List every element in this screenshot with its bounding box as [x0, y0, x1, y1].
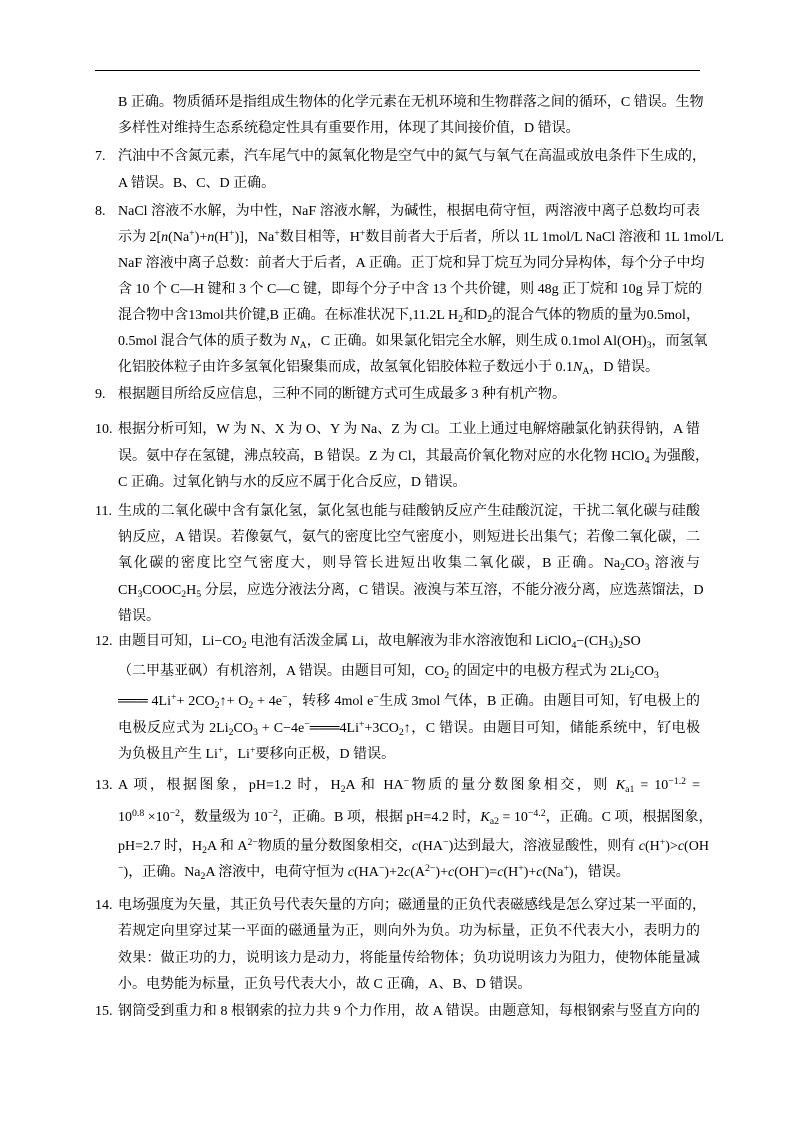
text-run: SO [622, 634, 641, 649]
subscript: 2 [340, 783, 346, 795]
italic-symbol: c [347, 865, 354, 880]
text-run: 若规定向里穿过某一平面的磁通量为正，则向外为负。功为标量，正负不代表大小，表明力的 [118, 924, 700, 939]
item-number: 7. [95, 149, 106, 164]
text-line [118, 384, 700, 406]
text-line [118, 201, 700, 223]
text-run: 分层，应选分液法分离，C 错误。液溴与苯互溶，不能分液分离，应选蒸馏法，D [201, 583, 704, 598]
subscript: 2 [200, 870, 206, 882]
text-run: = 10 [634, 778, 669, 793]
subscript: A [582, 365, 590, 377]
text-run: ═══4Li [309, 721, 359, 736]
text-run: COOC [142, 583, 182, 598]
text-line [118, 580, 704, 602]
subscript: 3 [608, 639, 614, 651]
superscript: 2− [424, 863, 436, 875]
subscript: 2 [444, 669, 450, 681]
text-line [118, 357, 700, 379]
subscript: 2 [458, 313, 464, 325]
text-run: 多样性对维持生态系统稳定性具有重要作用，体现了其间接价值，D 错误。 [118, 121, 580, 136]
superscript: − [479, 863, 485, 875]
superscript: + [274, 228, 280, 240]
text-line [118, 146, 706, 168]
text-run: (OH [684, 839, 709, 854]
subscript: 2 [629, 669, 635, 681]
superscript: + [189, 228, 195, 240]
text-run: )]，Na [234, 230, 275, 245]
text-run: ，Li [223, 747, 250, 762]
subscript: 2 [487, 313, 493, 325]
text-run: 钠反应，A 错误。若像氨气，氨气的密度比空气密度小，则短进长出集气；若像二氧化碳，二 [118, 530, 700, 545]
text-line [118, 92, 704, 114]
item-number: 12. [95, 634, 113, 649]
subscript: 4 [644, 454, 650, 466]
text-run: )，错误。 [569, 865, 630, 880]
text-line [118, 472, 700, 494]
text-run: ↑+ O [219, 694, 249, 709]
text-run: C 正确。过氧化钠与水的反应不属于化合反应，D 错误。 [118, 475, 467, 490]
subscript: 2 [228, 726, 234, 738]
subscript: 2 [620, 561, 626, 573]
text-run: 含 10 个 C—H 键和 3 个 C—C 键，即每个分子中含 13 个共价键，则 48g 正丁烷和 10g 异丁烷的 [118, 282, 703, 297]
text-run: + C−4e [257, 721, 305, 736]
text-run: 根据题目所给反应信息，三种不同的断键方式可生成最多 3 种有机产物。 [118, 387, 566, 402]
superscript: −2 [169, 808, 181, 820]
text-run: )达到最大，溶液显酸性，则有 [448, 839, 639, 854]
text-run: +3CO [364, 721, 399, 736]
text-line [118, 118, 700, 140]
italic-symbol: n [161, 230, 169, 245]
text-line [118, 305, 700, 327]
text-run: (Na [542, 865, 564, 880]
header-rule [95, 70, 700, 71]
italic-symbol: c [411, 839, 419, 854]
text-run: 由题目可知，Li−CO [118, 634, 242, 649]
text-run: ↑，C 错误。由题目可知，储能系统中，钌电极 [403, 721, 701, 736]
superscript: + [217, 745, 224, 757]
text-line [118, 974, 700, 996]
subscript: 2 [398, 726, 404, 738]
text-run: H [186, 583, 197, 598]
text-run: 化铝胶体粒子由许多氢氧化铝聚集而成，故氢氧化铝胶体粒子数远小于 0.1 [118, 360, 573, 375]
text-line [118, 1001, 700, 1023]
text-run: ，转移 4mol e [287, 694, 374, 709]
text-run: 氧化碳的密度比空气密度大，则导管长进短出收集二氧化碳，B 正确。Na [118, 556, 621, 571]
italic-symbol: c [536, 865, 543, 880]
italic-symbol: n [207, 230, 215, 245]
text-line [118, 419, 700, 441]
subscript: 2 [181, 588, 187, 600]
text-run: )= [484, 865, 498, 880]
text-line [118, 553, 700, 575]
text-run: （二甲基亚砜）有机溶剂，A 错误。由题目可知，CO [118, 664, 445, 679]
text-run: 数目前者大于后者，所以 1L 1mol/L NaCl 溶液和 1L 1mol/L [365, 230, 724, 245]
text-line [118, 862, 700, 884]
text-run: )> [665, 839, 678, 854]
superscript: − [403, 776, 410, 788]
text-line [118, 279, 703, 301]
text-run: 错误。 [118, 609, 160, 624]
text-run: 的混合气体的物质的量为0.5mol， [492, 308, 700, 323]
text-run: 溶液与 [649, 556, 700, 571]
superscript: − [373, 692, 379, 704]
text-run: 汽油中不含氮元素，汽车尾气中的氮氧化物是空气中的氮气与氧气在高温或放电条件下生成的， [118, 149, 706, 164]
superscript: + [359, 228, 366, 240]
text-run: + 4e [253, 694, 282, 709]
text-run: NaCl 溶液不水解，为中性，NaF 溶液水解，为碱性，根据电荷守恒，两溶液中离子总数均可表 [118, 204, 700, 219]
text-run: NaF 溶液中离子总数：前者大于后者，A 正确。正丁烷和异丁烷互为同分异构体，每个分子中均 [118, 256, 705, 271]
text-run: (Na [168, 230, 190, 245]
text-run: A 项，根据图象，pH=1.2 时，H [118, 778, 341, 793]
superscript: − [443, 837, 449, 849]
superscript: + [229, 228, 235, 240]
subscript: 2 [617, 639, 623, 651]
text-line [118, 775, 700, 797]
item-number: 11. [95, 504, 112, 519]
italic-symbol: c [403, 865, 411, 880]
text-run: ，而氢氧 [651, 334, 708, 349]
italic-symbol: K [615, 778, 626, 793]
superscript: + [171, 692, 177, 704]
superscript: 2− [247, 837, 258, 849]
text-run: CH [118, 583, 138, 598]
text-run: )+ [523, 865, 537, 880]
text-run: ，正确。B 项，根据 pH=4.2 时， [278, 810, 481, 825]
subscript: 2 [202, 844, 208, 856]
text-run: 电池有活泼金属 Li，故电解液为非水溶液饱和 LiClO [246, 634, 572, 649]
item-number: 15. [95, 1004, 113, 1019]
text-run: pH=2.7 时，H [118, 839, 203, 854]
text-run: 钢筒受到重力和 8 根钢索的拉力共 9 个力作用，故 A 错误。由题意知，每根钢索与竖直方向的 [118, 1004, 700, 1019]
text-line [118, 631, 700, 653]
subscript: 3 [644, 561, 650, 573]
text-line [118, 836, 709, 858]
text-run: 和D [463, 308, 488, 323]
text-run: (HA [418, 839, 444, 854]
subscript: a2 [489, 815, 499, 827]
text-run: )，正确。Na [123, 865, 201, 880]
text-line [118, 331, 708, 353]
text-run: 电场强度为矢量，其正负号代表矢量的方向；磁通量的正负代表磁感线是怎么穿过某一平面的， [118, 898, 706, 913]
text-run: (H [503, 865, 519, 880]
superscript: −2 [267, 808, 279, 820]
text-run: 的固定中的电极方程式为 2Li [449, 664, 630, 679]
item-number: 13. [95, 778, 113, 793]
text-run: )+2 [384, 865, 404, 880]
subscript: 3 [137, 588, 143, 600]
text-run: )+ [194, 230, 208, 245]
text-run: 生成的二氧化碳中含有氯化氢，氯化氢也能与硅酸钠反应产生硅酸沉淀，干扰二氧化碳与硅酸 [118, 504, 700, 519]
superscript: − [378, 863, 385, 875]
text-run: 10 [118, 810, 132, 825]
item-number: 14. [95, 898, 113, 913]
text-run: 要移向正极，D 错误。 [255, 747, 396, 762]
text-run: 为负极且产生 Li [118, 747, 218, 762]
text-line [118, 718, 700, 740]
text-line [118, 921, 700, 943]
text-run: 数目相等，H [279, 230, 360, 245]
subscript: 2 [241, 639, 247, 651]
subscript: 3 [646, 339, 652, 351]
text-run: (OH [454, 865, 480, 880]
text-line [118, 744, 700, 766]
text-run: CO [233, 721, 253, 736]
superscript: + [518, 863, 524, 875]
text-run: B 正确。物质循环是指组成生物体的化学元素在无机环境和生物群落之间的循环，C 错误。生物 [118, 95, 704, 110]
item-number: 9. [95, 387, 106, 402]
text-run: 电极反应式为 2Li [118, 721, 229, 736]
text-run: 效果：做正功的力，说明该力是动力，将能量传给物体；负功说明该力为阻力，使物体能量减 [118, 951, 700, 966]
text-run: CO [634, 664, 655, 679]
subscript: 3 [654, 669, 659, 681]
text-run: 生成 3mol 气体，B 正确。由题目可知，钌电极上的 [378, 694, 700, 709]
item-number: 8. [95, 204, 106, 219]
text-line [118, 501, 700, 523]
text-line [118, 227, 724, 249]
superscript: + [249, 745, 256, 757]
subscript: 4 [571, 639, 577, 651]
superscript: −4.2 [527, 808, 546, 820]
text-run: A 和 HA [345, 778, 404, 793]
superscript: − [304, 719, 310, 731]
text-run: ，C 正确。如果氯化铝完全水解，则生成 0.1mol Al(OH) [306, 334, 647, 349]
italic-symbol: c [447, 865, 455, 880]
italic-symbol: c [677, 839, 685, 854]
text-run: 物质的量分数图象相交，则 [409, 778, 616, 793]
subscript: 2 [214, 699, 220, 711]
text-run: A 溶液中，电荷守恒为 [205, 865, 348, 880]
text-run: (H [214, 230, 230, 245]
superscript: − [118, 863, 124, 875]
subscript: a1 [625, 783, 635, 795]
text-line [118, 173, 700, 195]
text-line [118, 606, 700, 628]
superscript: 0.8 [132, 808, 145, 820]
text-run: )+ [435, 865, 448, 880]
text-run: 物质的量分数图象相交， [257, 839, 412, 854]
subscript: 3 [252, 726, 258, 738]
text-run: ═══ 4Li [118, 694, 171, 709]
superscript: + [358, 719, 365, 731]
text-run: (HA [354, 865, 379, 880]
italic-symbol: c [638, 839, 645, 854]
text-run: = [686, 778, 700, 793]
text-run: −(CH [576, 634, 609, 649]
text-run: + 2CO [176, 694, 215, 709]
italic-symbol: N [573, 360, 583, 375]
text-line [118, 527, 700, 549]
text-run: = 10 [498, 810, 528, 825]
subscript: 5 [196, 588, 202, 600]
text-run: ，D 错误。 [589, 360, 660, 375]
text-run: ×10 [144, 810, 170, 825]
superscript: − [282, 692, 288, 704]
text-run: A 错误。B、C、D 正确。 [118, 176, 276, 191]
text-run: ，数量级为 10 [180, 810, 268, 825]
text-line [118, 895, 706, 917]
text-run: 根据分析可知，W 为 N、X 为 O、Y 为 Na、Z 为 Cl。工业上通过电解熔融氯化钠获得钠，A 错 [118, 422, 700, 437]
text-run: 为强酸， [649, 449, 709, 464]
italic-symbol: c [497, 865, 504, 880]
subscript: 2 [248, 699, 254, 711]
text-run: (A [410, 865, 425, 880]
text-run: 混合物中含13mol共价键,B 正确。在标准状况下,11.2L H [118, 308, 459, 323]
subscript: A [299, 339, 307, 351]
text-run: A 和 A [207, 839, 248, 854]
superscript: −1.2 [668, 776, 687, 788]
text-run: 0.5mol 混合气体的质子数为 [118, 334, 291, 349]
text-line [118, 253, 705, 275]
text-line [118, 948, 700, 970]
text-run: 小。电势能为标量，正负号代表大小，故 C 正确，A、B、D 错误。 [118, 977, 532, 992]
italic-symbol: N [290, 334, 300, 349]
text-run: CO [625, 556, 645, 571]
text-run: ，正确。C 项，根据图象， [545, 810, 713, 825]
superscript: + [563, 863, 570, 875]
text-run: (H [644, 839, 660, 854]
item-number: 10. [95, 422, 113, 437]
text-line [118, 807, 713, 829]
text-run: 误。氨中存在氢键，沸点较高，B 错误。Z 为 Cl，其最高价氧化物对应的水化物 HClO [118, 449, 645, 464]
text-line [118, 661, 700, 683]
text-line [118, 691, 700, 713]
text-run: 示为 2[ [118, 230, 162, 245]
italic-symbol: K [480, 810, 490, 825]
text-run: ) [613, 634, 618, 649]
text-line [118, 446, 709, 468]
superscript: + [659, 837, 666, 849]
